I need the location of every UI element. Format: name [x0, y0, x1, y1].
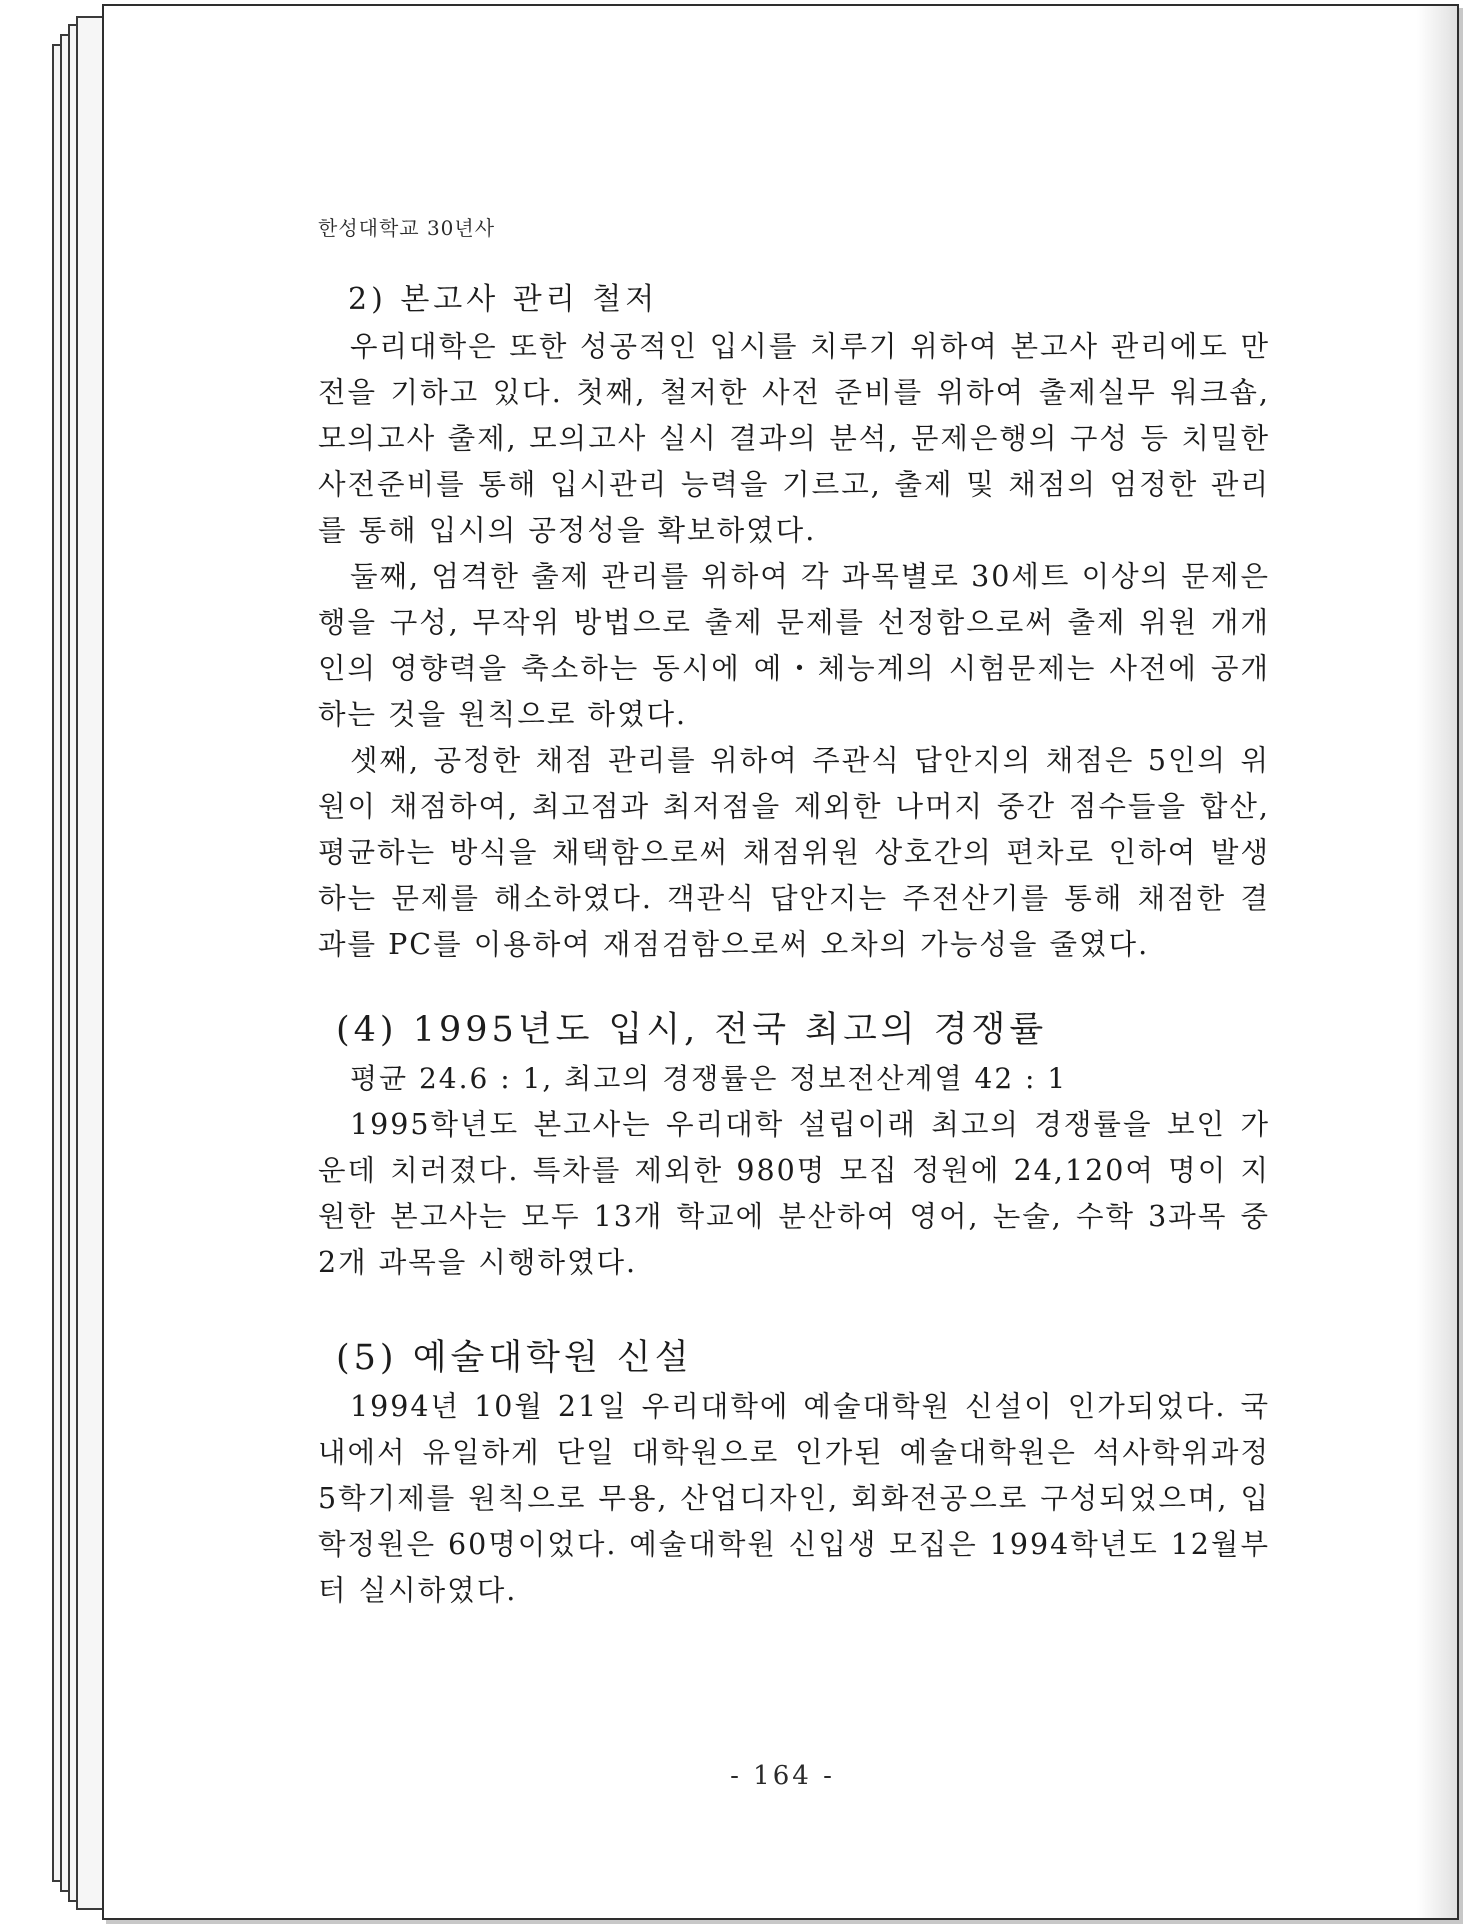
subsection-heading: 2) 본고사 관리 철저 [348, 282, 659, 317]
paragraph: 둘째, 엄격한 출제 관리를 위하여 각 과목별로 30세트 이상의 문제은행을 구성, 무작위 방법으로 출제 문제를 선정함으로써 출제 위원 개개인의 영향력을 축소하는 동시에 예・체능계의 시험문제는 사전에 공개하는 것을 원칙으로 하였다. [318, 560, 1270, 731]
page-number-text: - 164 - [730, 1761, 835, 1791]
section-heading: (4) 1995년도 입시, 전국 최고의 경쟁률 [336, 1010, 1048, 1050]
paragraph: 셋째, 공정한 채점 관리를 위하여 주관식 답안지의 채점은 5인의 위원이 채점하여, 최고점과 최저점을 제외한 나머지 중간 점수들을 합산, 평균하는 방식을 채택함으로써 채점위원 상호간의 편차로 인하여 발생하는 문제를 해소하였다. 객관식 답안지는 주전산기를 통해 채점한 결과를 PC를 이용하여 재점검함으로써 오차의 가능성을 줄였다. [318, 744, 1270, 961]
paragraph: 1995학년도 본고사는 우리대학 설립이래 최고의 경쟁률을 보인 가운데 치러졌다. 특차를 제외한 980명 모집 정원에 24,120여 명이 지원한 본고사는 모두 13개 학교에 분산하여 영어, 논술, 수학 3과목 중 2개 과목을 시행하였다. [318, 1108, 1270, 1279]
page-number [0, 1761, 1469, 1791]
paragraph: 우리대학은 또한 성공적인 입시를 치루기 위하여 본고사 관리에도 만전을 기하고 있다. 첫째, 철저한 사전 준비를 위하여 출제실무 워크숍, 모의고사 출제, 모의고사 실시 결과의 분석, 문제은행의 구성 등 치밀한 사전준비를 통해 입시관리 능력을 기르고, 출제 및 채점의 엄정한 관리를 통해 입시의 공정성을 확보하였다. [318, 330, 1270, 547]
page-curl-shadow [1417, 6, 1457, 1918]
running-head: 한성대학교 30년사 [318, 216, 496, 240]
paragraph: 1994년 10월 21일 우리대학에 예술대학원 신설이 인가되었다. 국내에서 유일하게 단일 대학원으로 인가된 예술대학원은 석사학위과정 5학기제를 원칙으로 무용, 산업디자인, 회화전공으로 구성되었으며, 입학정원은 60명이었다. 예술대학원 신입생 모집은 1994학년도 12월부터 실시하였다. [318, 1390, 1270, 1607]
summary-line: 평균 24.6 : 1, 최고의 경쟁률은 정보전산계열 42 : 1 [350, 1062, 1068, 1095]
page-body [318, 276, 1270, 1614]
section-heading: (5) 예술대학원 신설 [336, 1338, 693, 1378]
